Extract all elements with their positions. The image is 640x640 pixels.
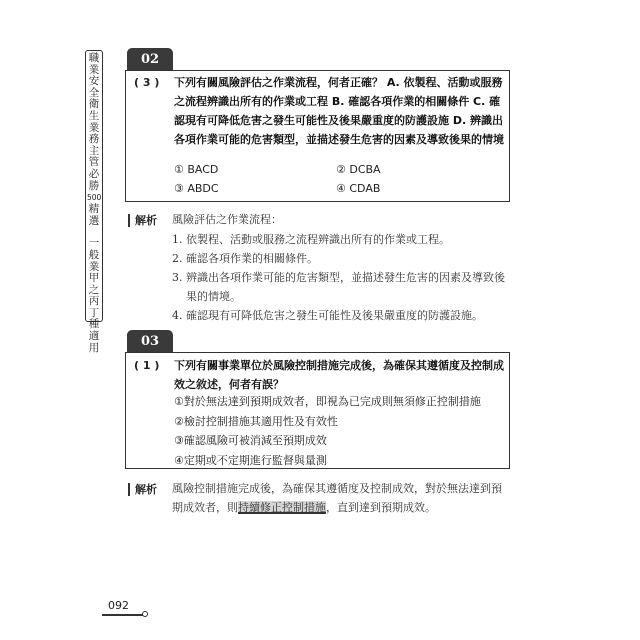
side-tab-char: 丁 — [88, 306, 100, 319]
side-tab-char: 適 — [88, 330, 100, 343]
option-4: ④ CDAB — [336, 182, 381, 195]
side-tab-char: 職 — [88, 52, 100, 64]
option-2: ② DCBA — [336, 163, 381, 176]
answer-indicator: ( 1 ) — [134, 359, 160, 372]
option-3: ③ ABDC — [174, 182, 219, 195]
option-4: ④定期或不定期進行監督與量測 — [174, 453, 327, 467]
analysis-step: 2. 確認各項作業的相關條件。 — [172, 252, 318, 265]
side-tab-char: 甲 — [88, 272, 100, 285]
question-number-tab: 02 — [127, 48, 173, 70]
side-tab-char: 丙 — [88, 295, 100, 308]
option-2: ②檢討控制措施其適用性及有效性 — [174, 414, 338, 428]
analysis-label: 解析 — [128, 483, 157, 496]
question-box-03 — [125, 352, 510, 469]
option-1: ①對於無法達到預期成效者，即視為已完成則無須修正控制措施 — [174, 395, 481, 408]
answer-indicator: ( 3 ) — [134, 76, 160, 89]
page-number: 092 — [108, 599, 129, 612]
side-tab-char: 衛 — [88, 98, 100, 111]
option-3: ③確認風險可被消減至預期成效 — [174, 434, 327, 447]
side-tab-char: 種 — [88, 318, 100, 331]
analysis-highlight: 持續修正控制措施 — [238, 501, 326, 514]
chapter-side-tab — [85, 50, 103, 354]
analysis-text: ，直到達到預期成效。 — [326, 501, 436, 514]
option-1: ① BACD — [174, 163, 219, 176]
side-tab-book-title — [87, 53, 101, 227]
side-tab-char: 之 — [88, 283, 100, 296]
side-tab-char: 業 — [88, 121, 100, 134]
analysis-step: 1. 依製程、活動或服務之流程辨識出所有的作業或工程。 — [172, 233, 450, 246]
question-number-tab: 03 — [127, 330, 173, 352]
page-number-rule — [102, 614, 144, 616]
side-tab-char: 必 — [88, 167, 100, 180]
side-tab-char: 精 — [88, 203, 100, 216]
question-text: 下列有關風險評估之作業流程，何者正確？ A. 依製程、活動或服務之流程辨識出所有的作業或工程 B. 確認各項作業的相關條件 C. 確認現有可降低危害之發生可能性及後果嚴重度的防護設施 D. 辨識出各項作業可能的危害類型，並描述發生危害的因素及導致後果的情境 — [174, 76, 504, 146]
analysis-label: 解析 — [128, 214, 157, 227]
side-tab-char: 安 — [88, 75, 100, 88]
analysis-intro: 風險評估之作業流程： — [172, 213, 282, 226]
side-tab-char: 一 — [88, 237, 100, 250]
side-tab-subtitle — [87, 238, 101, 354]
side-tab-char: 全 — [88, 86, 100, 99]
side-tab-char: 生 — [88, 109, 100, 122]
side-tab-char: 勝 — [88, 179, 100, 192]
side-tab-char: 用 — [88, 341, 100, 354]
analysis-step: 4. 確認現有可降低危害之發生可能性及後果嚴重度的防護設施。 — [172, 309, 483, 322]
side-tab-char: 業 — [88, 260, 100, 273]
side-tab-char: 主 — [88, 144, 100, 157]
analysis-body-02 — [172, 210, 507, 325]
side-tab-char: 業 — [88, 63, 100, 76]
analysis-body-03 — [172, 479, 507, 517]
side-tab-char: 管 — [88, 156, 100, 169]
side-tab-char: 選 — [88, 214, 100, 227]
question-text: 下列有關事業單位於風險控制措施完成後，為確保其遵循度及控制成效之敘述，何者有誤？ — [174, 359, 504, 391]
analysis-step: 3. 辨識出各項作業可能的危害類型，並描述發生危害的因素及導致後果的情境。 — [172, 271, 505, 303]
side-tab-char: 般 — [88, 248, 100, 261]
side-tab-char: 500 — [87, 193, 102, 203]
option-list — [174, 392, 504, 470]
question-box-02 — [125, 70, 510, 202]
side-tab-char: 務 — [88, 133, 100, 146]
page-number-dot — [142, 611, 148, 617]
analysis-text: 風險控制措施完成後，為確保其遵循度及控制成效，對於無法達到預期成效者，則 — [172, 482, 502, 514]
